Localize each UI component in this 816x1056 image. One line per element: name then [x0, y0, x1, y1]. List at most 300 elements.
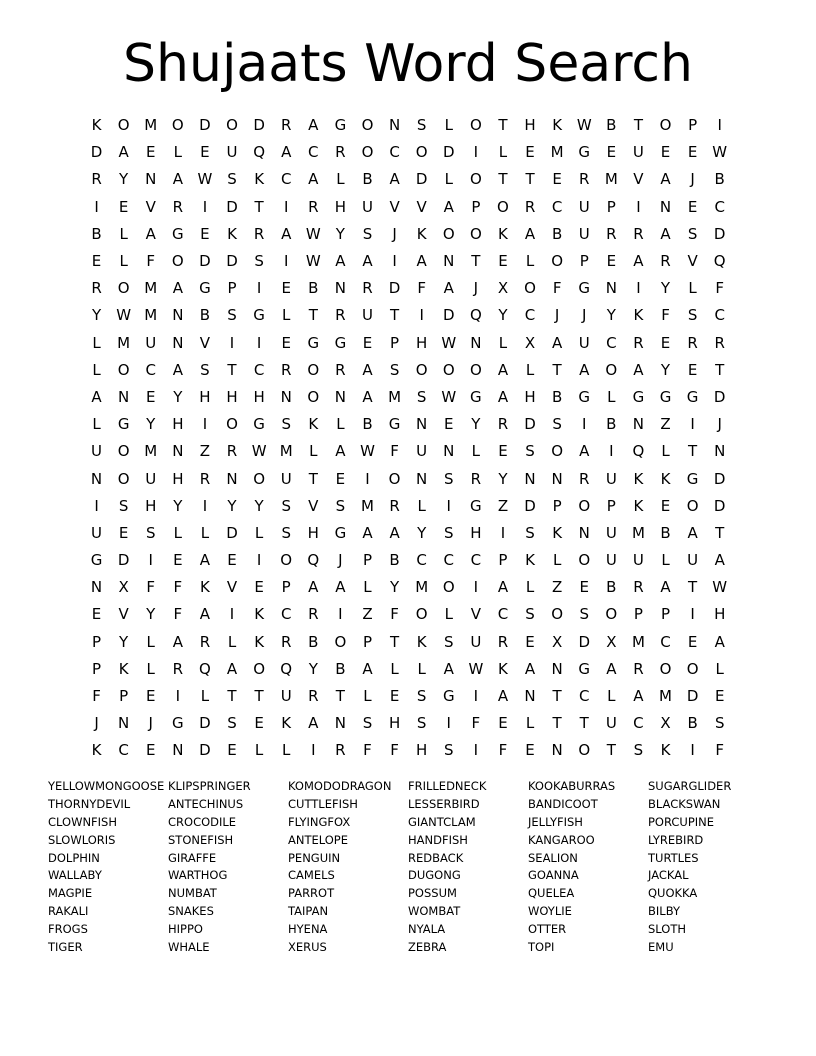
grid-letter: T	[715, 523, 725, 542]
grid-letter: P	[606, 496, 616, 515]
grid-letter: L	[200, 687, 210, 706]
grid-letter: B	[551, 387, 563, 406]
grid-letter: D	[713, 224, 726, 243]
grid-letter: G	[578, 387, 591, 406]
grid-letter: T	[254, 197, 264, 216]
grid-letter: E	[118, 197, 129, 216]
grid-letter: G	[117, 415, 130, 434]
grid-letter: T	[389, 632, 400, 651]
grid-letter: B	[660, 523, 671, 542]
grid-letter: E	[660, 496, 671, 515]
grid-letter: B	[551, 224, 563, 243]
grid-letter: H	[714, 605, 726, 624]
grid-letter: T	[498, 116, 508, 135]
grid-letter: I	[636, 197, 641, 216]
grid-letter: E	[227, 551, 237, 570]
grid-letter: F	[390, 605, 399, 624]
grid-letter: R	[579, 469, 590, 488]
grid-letter: V	[308, 496, 319, 515]
grid-letter: N	[605, 279, 617, 298]
grid-letter: U	[361, 197, 373, 216]
word-list-item: CROCODILE	[168, 814, 237, 829]
grid-letter: B	[308, 632, 319, 651]
grid-letter: R	[687, 333, 698, 352]
grid-letter: L	[173, 143, 182, 162]
grid-letter: L	[661, 442, 670, 461]
grid-letter: G	[632, 387, 645, 406]
grid-letter: H	[172, 469, 184, 488]
grid-letter: E	[227, 741, 237, 760]
grid-letter: H	[416, 333, 428, 352]
grid-letter: A	[606, 659, 617, 678]
grid-letter: N	[388, 116, 401, 135]
grid-letter: T	[552, 360, 562, 379]
grid-letter: K	[118, 659, 129, 678]
grid-letter: A	[714, 632, 725, 651]
grid-letter: E	[687, 143, 698, 162]
grid-letter: E	[498, 442, 508, 461]
grid-letter: S	[145, 523, 156, 542]
grid-letter: W	[441, 387, 457, 406]
grid-letter: Y	[173, 387, 183, 406]
grid-letter: B	[606, 578, 617, 597]
grid-letter: B	[606, 116, 617, 135]
grid-letter: T	[552, 687, 562, 706]
word-list-item: ANTELOPE	[288, 832, 349, 847]
grid-letter: R	[579, 170, 590, 189]
grid-letter: A	[362, 252, 373, 271]
grid-letter: A	[389, 170, 400, 189]
grid-letter: O	[469, 170, 482, 189]
grid-letter: L	[336, 170, 345, 189]
grid-letter: U	[226, 143, 238, 162]
grid-letter: G	[388, 415, 401, 434]
grid-letter: A	[416, 252, 427, 271]
word-list-item: OTTER	[528, 922, 567, 937]
grid-letter: G	[199, 279, 211, 298]
grid-letter: K	[416, 632, 427, 651]
grid-letter: K	[200, 578, 210, 597]
word-list-item: PARROT	[288, 886, 335, 901]
grid-letter: A	[497, 687, 509, 706]
grid-letter: N	[172, 306, 184, 325]
grid-letter: A	[687, 523, 698, 542]
grid-letter: R	[91, 170, 102, 189]
grid-letter: L	[444, 605, 453, 624]
grid-letter: M	[550, 143, 564, 162]
grid-letter: I	[717, 116, 722, 135]
grid-letter: C	[253, 360, 265, 379]
word-list-item: KOMODODRAGON	[288, 779, 392, 793]
grid-letter: D	[713, 496, 726, 515]
grid-letter: C	[714, 197, 725, 216]
grid-letter: R	[335, 143, 346, 162]
grid-letter: Y	[471, 415, 481, 434]
grid-letter: N	[443, 442, 455, 461]
grid-letter: P	[92, 632, 102, 651]
grid-letter: T	[308, 469, 318, 488]
grid-letter: J	[338, 551, 343, 570]
grid-letter: L	[525, 252, 535, 271]
grid-letter: Y	[173, 496, 183, 515]
grid-letter: G	[172, 714, 184, 733]
grid-letter: R	[660, 252, 671, 271]
grid-letter: N	[118, 387, 130, 406]
grid-letter: X	[552, 632, 563, 651]
grid-letter: O	[442, 224, 455, 243]
grid-letter: T	[552, 714, 562, 733]
grid-letter: S	[227, 306, 237, 325]
grid-letter: A	[714, 551, 725, 570]
word-list-item: PENGUIN	[288, 850, 341, 865]
grid-letter: Y	[660, 279, 671, 298]
grid-letter: A	[362, 523, 373, 542]
grid-letter: A	[362, 659, 373, 678]
grid-letter: P	[362, 632, 372, 651]
grid-letter: C	[145, 360, 156, 379]
grid-letter: L	[444, 116, 453, 135]
grid-letter: A	[633, 252, 644, 271]
word-list-item: HANDFISH	[408, 832, 468, 847]
grid-letter: H	[470, 523, 482, 542]
grid-letter: A	[660, 224, 671, 243]
grid-letter: N	[416, 469, 428, 488]
grid-letter: H	[307, 523, 319, 542]
grid-letter: I	[94, 496, 99, 515]
grid-letter: S	[525, 442, 535, 461]
grid-letter: O	[117, 360, 130, 379]
grid-letter: S	[200, 360, 210, 379]
grid-letter: G	[659, 387, 672, 406]
grid-letter: U	[687, 551, 699, 570]
grid-letter: L	[471, 442, 481, 461]
word-list-item: QUOKKA	[648, 886, 698, 901]
grid-letter: A	[199, 605, 211, 624]
grid-letter: O	[578, 741, 591, 760]
grid-letter: R	[226, 442, 238, 461]
grid-letter: I	[94, 197, 99, 216]
grid-letter: E	[335, 469, 346, 488]
grid-letter: B	[308, 279, 319, 298]
grid-letter: S	[335, 496, 346, 515]
grid-letter: H	[199, 387, 211, 406]
grid-letter: N	[524, 687, 536, 706]
grid-letter: L	[607, 387, 616, 406]
grid-letter: U	[605, 523, 617, 542]
grid-letter: H	[145, 496, 157, 515]
word-list-item: RAKALI	[48, 904, 89, 919]
grid-letter: E	[444, 415, 454, 434]
grid-letter: A	[443, 659, 454, 678]
grid-letter: O	[442, 360, 455, 379]
grid-letter: A	[552, 333, 563, 352]
grid-letter: N	[334, 387, 346, 406]
grid-letter: R	[633, 578, 644, 597]
grid-letter: D	[686, 687, 699, 706]
grid-letter: O	[686, 496, 699, 515]
grid-letter: N	[90, 578, 103, 597]
grid-letter: U	[470, 632, 482, 651]
grid-letter: F	[498, 741, 508, 760]
grid-letter: L	[444, 170, 453, 189]
grid-letter: N	[632, 415, 645, 434]
grid-letter: A	[335, 442, 346, 461]
word-list-item: SEALION	[528, 850, 578, 865]
grid-letter: P	[471, 197, 481, 216]
grid-letter: P	[119, 687, 129, 706]
grid-letter: E	[552, 170, 562, 189]
grid-letter: M	[144, 116, 158, 135]
grid-letter: V	[687, 252, 698, 271]
grid-letter: R	[308, 687, 319, 706]
grid-letter: A	[172, 632, 183, 651]
grid-letter: C	[280, 605, 292, 624]
grid-letter: F	[471, 714, 481, 733]
grid-letter: Q	[280, 659, 293, 678]
grid-letter: O	[280, 551, 293, 570]
grid-letter: I	[202, 197, 208, 216]
grid-letter: T	[633, 116, 643, 135]
grid-letter: M	[144, 306, 158, 325]
grid-letter: E	[118, 523, 129, 542]
word-list-item: TAIPAN	[288, 904, 329, 919]
grid-letter: S	[281, 523, 291, 542]
grid-letter: O	[524, 279, 536, 298]
grid-letter: A	[308, 116, 319, 135]
grid-letter: Y	[389, 578, 400, 597]
grid-letter: E	[660, 333, 671, 352]
grid-letter: E	[606, 252, 617, 271]
grid-letter: C	[551, 197, 563, 216]
grid-letter: U	[280, 687, 292, 706]
grid-letter: A	[335, 578, 346, 597]
word-list-item: KLIPSPRINGER	[168, 779, 251, 793]
grid-letter: O	[253, 469, 266, 488]
grid-letter: T	[254, 687, 264, 706]
grid-letter: I	[690, 415, 695, 434]
grid-letter: O	[226, 415, 238, 434]
grid-letter: T	[227, 360, 237, 379]
grid-letter: Y	[417, 523, 427, 542]
grid-letter: C	[714, 306, 725, 325]
grid-letter: R	[606, 224, 617, 243]
grid-letter: L	[119, 252, 128, 271]
grid-letter: E	[687, 632, 698, 651]
grid-letter: T	[688, 442, 698, 461]
grid-letter: V	[633, 170, 644, 189]
grid-letter: A	[199, 551, 211, 570]
grid-letter: O	[361, 116, 374, 135]
grid-letter: E	[254, 714, 264, 733]
grid-letter: A	[497, 360, 509, 379]
grid-letter: R	[280, 116, 292, 135]
grid-letter: I	[473, 741, 479, 760]
word-list-item: THORNYDEVIL	[48, 796, 131, 811]
grid-letter: A	[281, 224, 292, 243]
grid-letter: W	[441, 333, 457, 352]
grid-letter: R	[389, 496, 400, 515]
grid-letter: L	[607, 687, 616, 706]
grid-letter: R	[253, 224, 265, 243]
grid-letter: K	[281, 714, 292, 733]
grid-letter: I	[256, 551, 262, 570]
grid-letter: T	[525, 170, 535, 189]
grid-letter: Y	[308, 659, 318, 678]
grid-letter: P	[606, 197, 616, 216]
grid-letter: H	[253, 387, 265, 406]
grid-letter: B	[362, 415, 373, 434]
grid-letter: C	[308, 143, 319, 162]
word-list-item: CLOWNFISH	[48, 814, 118, 829]
grid-letter: L	[715, 659, 724, 678]
grid-letter: U	[578, 333, 590, 352]
grid-letter: N	[714, 442, 726, 461]
grid-letter: D	[90, 143, 103, 162]
grid-letter: L	[119, 224, 128, 243]
grid-letter: W	[468, 659, 484, 678]
grid-letter: E	[498, 714, 508, 733]
grid-letter: D	[226, 523, 238, 542]
grid-letter: C	[660, 632, 671, 651]
grid-letter: S	[525, 523, 535, 542]
grid-letter: U	[605, 714, 617, 733]
grid-letter: L	[498, 333, 508, 352]
grid-letter: O	[605, 360, 618, 379]
grid-letter: Q	[199, 659, 211, 678]
grid-letter: F	[173, 578, 183, 597]
word-list-item: TIGER	[48, 940, 83, 955]
grid-letter: J	[392, 224, 397, 243]
grid-letter: P	[281, 578, 291, 597]
word-list-item: GIRAFFE	[168, 850, 217, 865]
grid-letter: B	[91, 224, 102, 243]
grid-letter: S	[525, 605, 535, 624]
grid-letter: R	[308, 605, 319, 624]
grid-letter: Y	[227, 496, 237, 515]
word-list-item: BANDICOOT	[528, 796, 598, 811]
grid-letter: S	[118, 496, 129, 515]
grid-letter: R	[308, 197, 319, 216]
grid-letter: L	[525, 714, 535, 733]
grid-letter: E	[525, 741, 535, 760]
grid-letter: U	[578, 224, 590, 243]
grid-letter: L	[552, 551, 562, 570]
grid-letter: D	[442, 143, 455, 162]
grid-letter: I	[202, 415, 208, 434]
grid-letter: J	[148, 714, 153, 733]
grid-letter: T	[579, 714, 589, 733]
grid-letter: O	[659, 659, 672, 678]
grid-letter: U	[578, 197, 590, 216]
grid-letter: L	[92, 415, 101, 434]
grid-letter: D	[199, 252, 211, 271]
grid-letter: E	[362, 333, 373, 352]
grid-letter: E	[714, 687, 725, 706]
grid-letter: F	[146, 578, 156, 597]
grid-letter: O	[307, 387, 320, 406]
grid-letter: F	[146, 252, 156, 271]
grid-letter: A	[145, 224, 156, 243]
grid-letter: O	[551, 605, 564, 624]
grid-letter: O	[442, 578, 455, 597]
grid-letter: P	[362, 551, 372, 570]
grid-letter: O	[171, 116, 184, 135]
grid-letter: D	[226, 252, 238, 271]
grid-letter: L	[525, 578, 535, 597]
word-list-item: JELLYFISH	[528, 814, 583, 829]
grid-letter: K	[308, 415, 319, 434]
word-list-item: GOANNA	[528, 868, 579, 883]
grid-letter: O	[551, 252, 564, 271]
grid-letter: K	[254, 170, 265, 189]
grid-letter: T	[715, 360, 725, 379]
grid-letter: R	[633, 224, 644, 243]
grid-letter: B	[687, 714, 698, 733]
grid-letter: L	[417, 496, 426, 515]
grid-letter: G	[253, 306, 265, 325]
grid-letter: Y	[146, 415, 156, 434]
grid-letter: S	[633, 741, 644, 760]
grid-letter: A	[497, 578, 509, 597]
grid-letter: D	[199, 741, 211, 760]
grid-letter: V	[470, 605, 481, 624]
grid-letter: H	[226, 387, 238, 406]
grid-letter: I	[283, 252, 289, 271]
word-list-item: EMU	[648, 940, 674, 955]
grid-letter: I	[500, 523, 506, 542]
grid-letter: R	[362, 279, 373, 298]
grid-letter: B	[362, 170, 373, 189]
grid-letter: A	[281, 143, 292, 162]
grid-letter: U	[605, 469, 617, 488]
grid-letter: N	[226, 469, 238, 488]
grid-letter: X	[497, 279, 509, 298]
grid-letter: D	[199, 714, 211, 733]
grid-letter: R	[199, 632, 211, 651]
grid-letter: Y	[498, 306, 508, 325]
grid-letter: D	[415, 170, 428, 189]
grid-letter: L	[688, 279, 697, 298]
grid-letter: U	[605, 551, 617, 570]
grid-letter: U	[280, 469, 292, 488]
grid-letter: K	[552, 523, 563, 542]
grid-letter: N	[551, 469, 563, 488]
grid-letter: L	[146, 659, 155, 678]
grid-letter: I	[636, 279, 641, 298]
grid-letter: O	[388, 469, 401, 488]
word-list-item: GIANTCLAM	[408, 814, 476, 829]
grid-letter: I	[365, 469, 370, 488]
grid-letter: J	[582, 306, 587, 325]
grid-letter: D	[253, 116, 265, 135]
grid-letter: L	[661, 551, 670, 570]
grid-letter: O	[686, 659, 699, 678]
grid-letter: G	[470, 496, 482, 515]
grid-letter: I	[582, 415, 587, 434]
grid-letter: E	[145, 387, 156, 406]
grid-letter: S	[416, 687, 427, 706]
grid-letter: L	[525, 360, 535, 379]
word-list-item: TURTLES	[648, 850, 699, 865]
grid-letter: S	[714, 714, 725, 733]
grid-letter: T	[335, 687, 345, 706]
grid-letter: K	[498, 224, 508, 243]
word-list-item: POSSUM	[408, 886, 457, 901]
grid-letter: V	[145, 197, 156, 216]
grid-letter: W	[712, 143, 728, 162]
word-list-item: WOMBAT	[408, 904, 461, 919]
grid-letter: I	[690, 741, 695, 760]
